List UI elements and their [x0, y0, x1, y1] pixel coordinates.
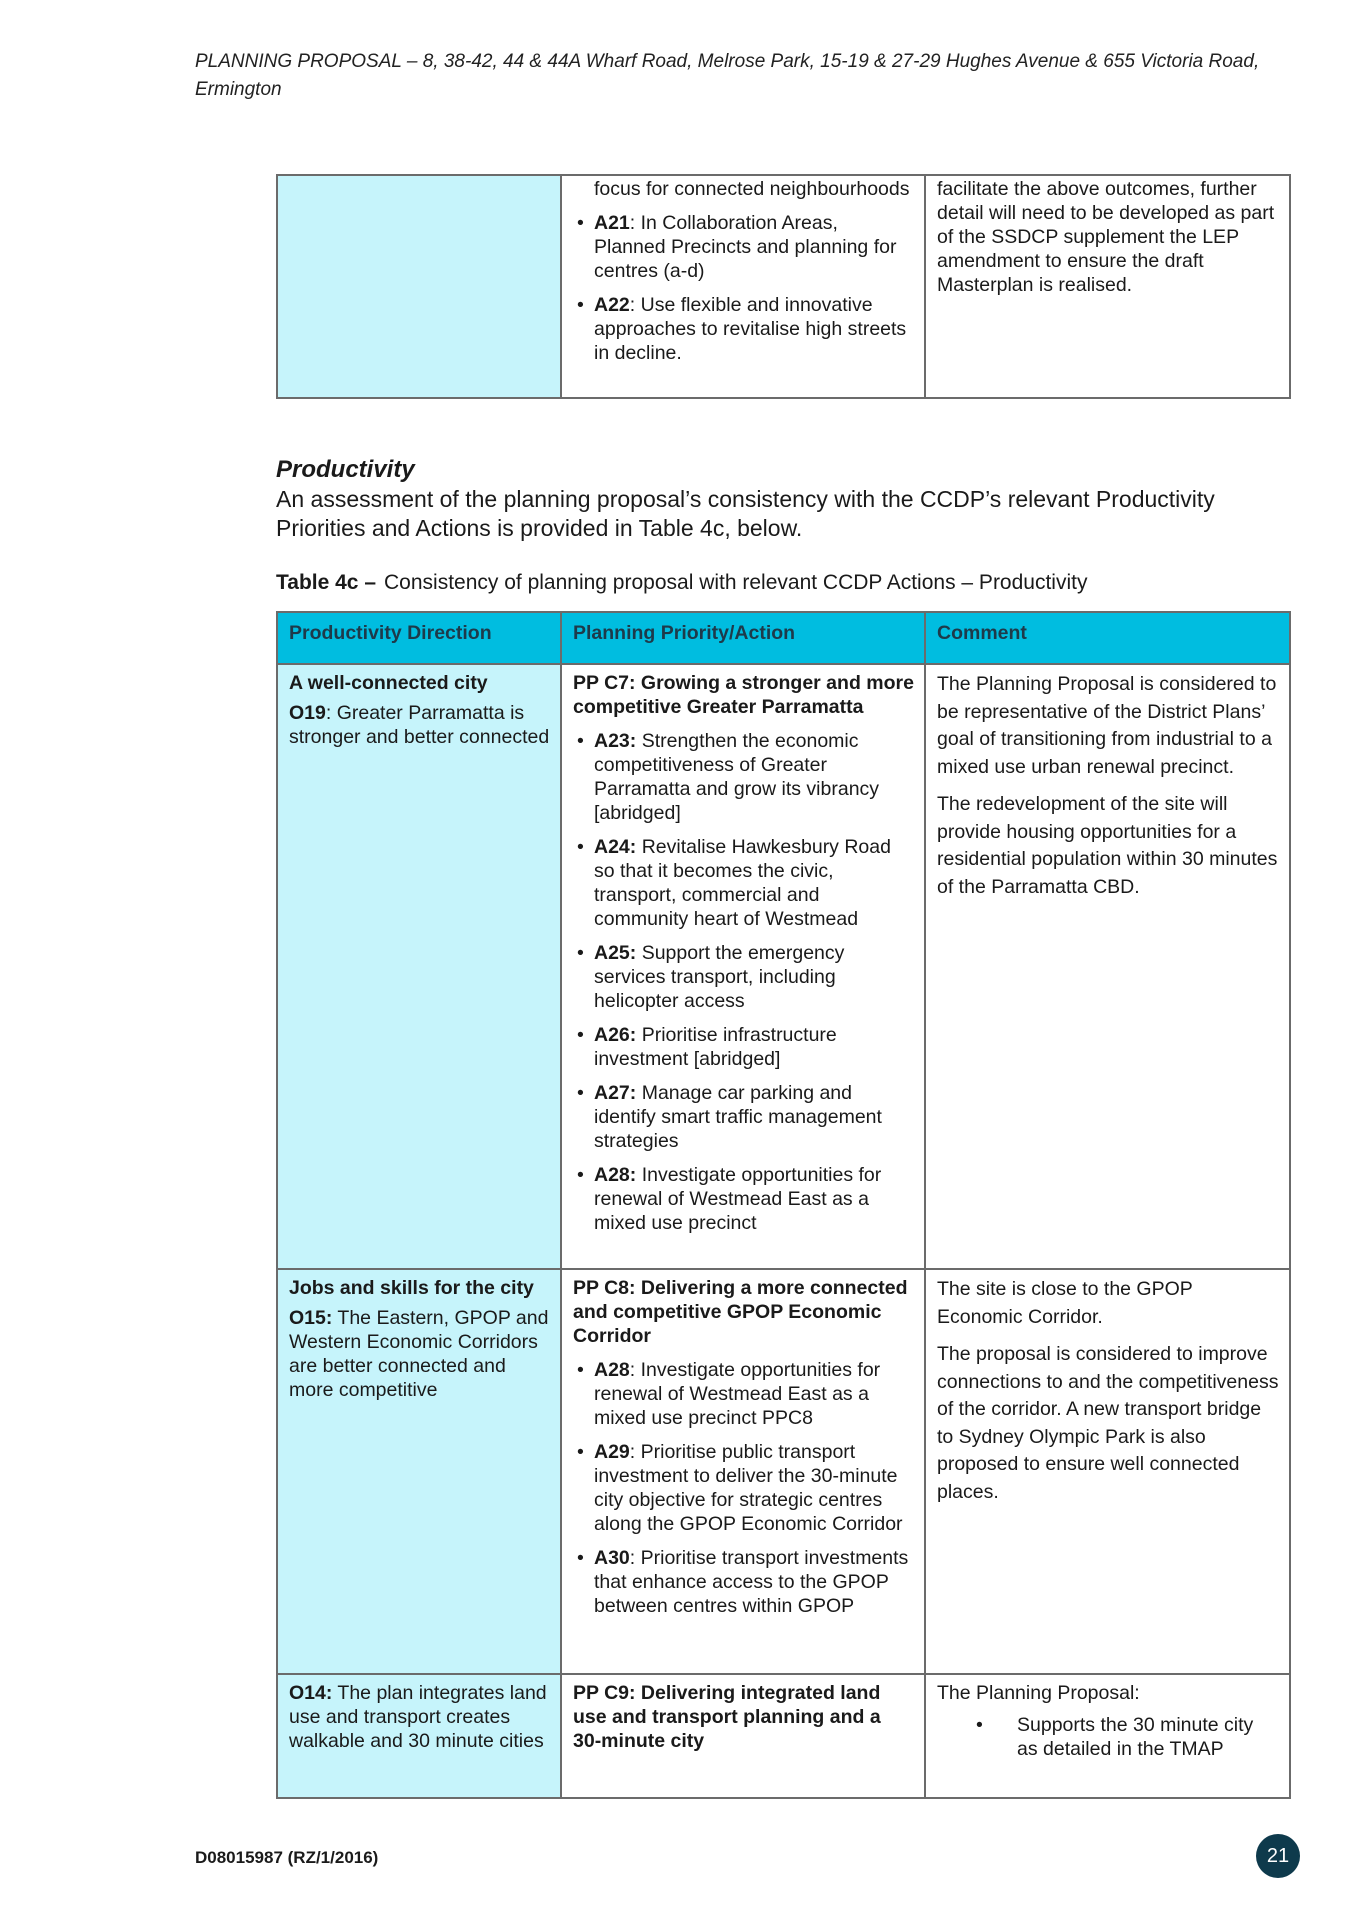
continuation-text: focus for connected neighbourhoods — [594, 178, 910, 200]
direction-cell — [277, 1674, 561, 1798]
priority-cell — [561, 1269, 925, 1674]
section-title: Productivity — [276, 456, 415, 483]
direction-title: Jobs and skills for the city — [289, 1277, 534, 1299]
objective-text: O14: The plan integrates land use and transport creates walkable and 30 minute cities — [289, 1682, 547, 1752]
objective-text: O15: The Eastern, GPOP and Western Economic Corridors are better connected and more competitive — [289, 1307, 549, 1401]
header-planning-priority: Planning Priority/Action — [561, 612, 925, 664]
priority-title: PP C7: Growing a stronger and more competitive Greater Parramatta — [573, 672, 914, 718]
comment-bullets — [937, 1713, 1279, 1761]
document-reference: D08015987 (RZ/1/2016) — [195, 1848, 379, 1867]
actions-list — [573, 729, 914, 1235]
action-item: • A28: Investigate opportunities for renewal of Westmead East as a mixed use precinct — [594, 1163, 914, 1235]
comment-cell — [925, 664, 1290, 1269]
action-item: • A22: Use flexible and innovative approaches to revitalise high streets in decline. — [594, 293, 914, 365]
section-intro: An assessment of the planning proposal’s consistency with the CCDP’s relevant Productivity Priorities and Actions is provided in Table 4c, below. — [276, 486, 1215, 541]
comment-paragraph: The proposal is considered to improve connections to and the competitiveness of the corridor. A new transport bridge to Sydney Olympic Park is also proposed to ensure well connected places. — [937, 1343, 1279, 1503]
action-item: • A23: Strengthen the economic competitiveness of Greater Parramatta and grow its vibrancy [abridged] — [594, 729, 914, 825]
continuation-comment-cell — [925, 175, 1290, 398]
page-number: 21 — [1256, 1834, 1300, 1878]
action-item: • A21: In Collaboration Areas, Planned Precincts and planning for centres (a-d) — [594, 211, 914, 283]
table-caption-text: Consistency of planning proposal with relevant CCDP Actions – Productivity — [384, 571, 1088, 594]
comment-cell — [925, 1269, 1290, 1674]
continuation-direction-cell — [277, 175, 561, 398]
action-item: • A30: Prioritise transport investments that enhance access to the GPOP between centres within GPOP — [594, 1546, 914, 1618]
comment-paragraph: The site is close to the GPOP Economic Corridor. — [937, 1278, 1193, 1328]
direction-cell — [277, 1269, 561, 1674]
action-item: • A26: Prioritise infrastructure investment [abridged] — [594, 1023, 914, 1071]
comment-paragraph: The redevelopment of the site will provide housing opportunities for a residential population within 30 minutes of the Parramatta CBD. — [937, 793, 1278, 898]
productivity-table — [276, 611, 1291, 1799]
continuation-comment: facilitate the above outcomes, further detail will need to be developed as part of the SSDCP supplement the LEP amendment to ensure the draft Masterplan is realised. — [937, 178, 1275, 296]
actions-list — [573, 1358, 914, 1618]
table-caption-label: Table 4c – — [276, 571, 376, 594]
comment-paragraph: The Planning Proposal: — [937, 1682, 1140, 1704]
comment-bullet: • Supports the 30 minute city as detailed in the TMAP — [1017, 1713, 1279, 1761]
header-comment: Comment — [925, 612, 1290, 664]
action-item: • A29: Prioritise public transport investment to deliver the 30-minute city objective for strategic centres along the GPOP Economic Corridor — [594, 1440, 914, 1536]
continuation-priority-cell — [561, 175, 925, 398]
comment-cell — [925, 1674, 1290, 1798]
direction-cell — [277, 664, 561, 1269]
table-row — [277, 664, 1290, 1269]
table-row — [277, 1269, 1290, 1674]
action-item: • A27: Manage car parking and identify smart traffic management strategies — [594, 1081, 914, 1153]
objective-text: O19: Greater Parramatta is stronger and better connected — [289, 702, 550, 748]
direction-title: A well-connected city — [289, 672, 488, 694]
continuation-actions-list — [573, 211, 914, 365]
priority-title: PP C9: Delivering integrated land use and transport planning and a 30-minute city — [573, 1682, 881, 1752]
action-item: • A24: Revitalise Hawkesbury Road so that it becomes the civic, transport, commercial and community heart of Westmead — [594, 835, 914, 931]
priority-cell — [561, 664, 925, 1269]
header-productivity-direction: Productivity Direction — [277, 612, 561, 664]
action-item: • A25: Support the emergency services transport, including helicopter access — [594, 941, 914, 1013]
priority-title: PP C8: Delivering a more connected and competitive GPOP Economic Corridor — [573, 1277, 908, 1347]
table-row — [277, 1674, 1290, 1798]
action-item: • A28: Investigate opportunities for renewal of Westmead East as a mixed use precinct PPC8 — [594, 1358, 914, 1430]
comment-paragraph: The Planning Proposal is considered to be representative of the District Plans’ goal of transitioning from industrial to a mixed use urban renewal precinct. — [937, 673, 1277, 778]
priority-cell — [561, 1674, 925, 1798]
table-caption — [276, 571, 1087, 595]
continuation-table — [276, 174, 1291, 399]
page-header: PLANNING PROPOSAL – 8, 38-42, 44 & 44A Wharf Road, Melrose Park, 15-19 & 27-29 Hughes Avenue & 655 Victoria Road, Ermington — [195, 51, 1260, 100]
